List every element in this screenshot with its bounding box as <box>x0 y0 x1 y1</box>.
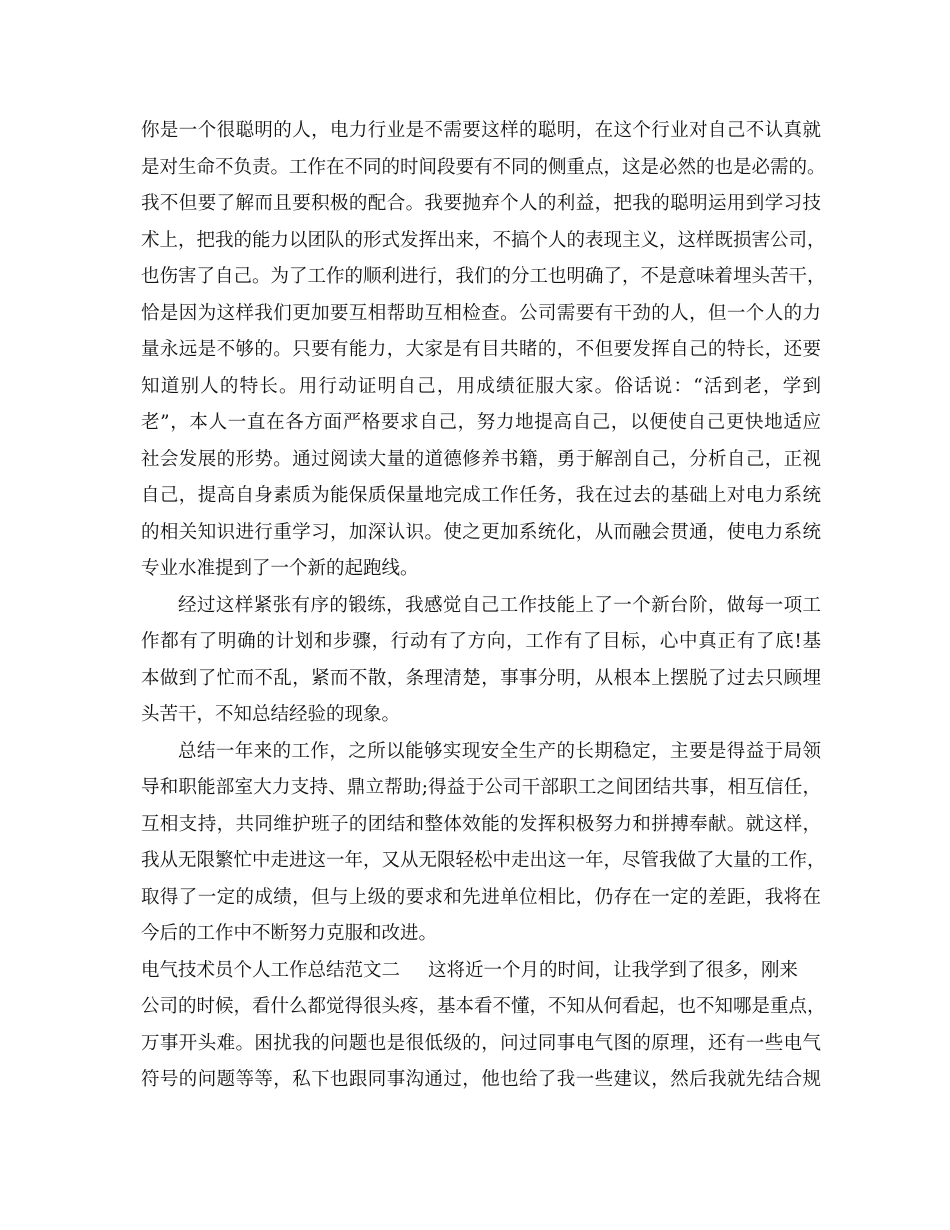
text-line: 作都有了明确的计划和步骤，行动有了方向，工作有了目标，心中真正有了底!基 <box>141 631 821 652</box>
section-title: 电气技术员个人工作总结范文二 <box>141 959 401 981</box>
text-line: 头苦干，不知总结经验的现象。 <box>141 704 401 725</box>
text-line: 知道别人的特长。用行动证明自己，用成绩征服大家。俗话说：“活到老，学到 <box>141 375 821 397</box>
text-line: 今后的工作中不断努力克服和改进。 <box>141 923 438 944</box>
text-line: 术上，把我的能力以团队的形式发挥出来，不搞个人的表现主义，这样既损害公司， <box>141 229 826 251</box>
text-line: 万事开头难。困扰我的问题也是很低级的，问过同事电气图的原理，还有一些电气 <box>141 1032 821 1054</box>
text-line: 量永远是不够的。只要有能力，大家是有目共睹的，不但要发挥自己的特长，还要 <box>141 339 821 360</box>
text-line: 的相关知识进行重学习，加深认识。使之更加系统化，从而融会贯通，使电力系统 <box>141 521 821 543</box>
paragraph-start-line: 总结一年来的工作，之所以能够实现安全生产的长期稳定，主要是得益于局领 <box>178 740 821 762</box>
section-heading-line <box>141 953 821 990</box>
text-line: 符号的问题等等，私下也跟同事沟通过，他也给了我一些建议，然后我就先结合规 <box>141 1069 821 1090</box>
text-line: 你是一个很聪明的人，电力行业是不需要这样的聪明，在这个行业对自己不认真就 <box>141 120 821 141</box>
text-line: 导和职能部室大力支持、鼎立帮助;得益于公司干部职工之间团结共事，相互信任， <box>141 777 821 798</box>
text-line: 社会发展的形势。通过阅读大量的道德修养书籍，勇于解剖自己，分析自己，正视 <box>141 448 821 470</box>
text-line: 自己，提高自身素质为能保质保量地完成工作任务，我在过去的基础上对电力系统 <box>141 485 821 506</box>
text-line: 专业水准提到了一个新的起跑线。 <box>141 558 419 579</box>
text-line: 是对生命不负责。工作在不同的时间段要有不同的侧重点，这是必然的也是必需的。 <box>141 156 826 178</box>
text-line: 我不但要了解而且要积极的配合。我要抛弃个人的利益，把我的聪明运用到学习技 <box>141 193 821 214</box>
text-line: 我从无限繁忙中走进这一年，又从无限轻松中走出这一年，尽管我做了大量的工作， <box>141 850 826 871</box>
text-line: 恰是因为这样我们更加要互相帮助互相检查。公司需要有干劲的人，但一个人的力 <box>141 302 821 324</box>
text-line: 老”，本人一直在各方面严格要求自己，努力地提高自己，以便使自己更快地适应 <box>141 412 821 433</box>
text-line: 互相支持，共同维护班子的团结和整体效能的发挥积极努力和拼搏奉献。就这样， <box>141 813 821 835</box>
section-first-text: 这将近一个月的时间，让我学到了很多，刚来 <box>428 959 799 981</box>
text-line: 取得了一定的成绩，但与上级的要求和先进单位相比，仍存在一定的差距，我将在 <box>141 886 821 908</box>
text-line: 公司的时候，看什么都觉得很头疼，基本看不懂，不知从何看起，也不知哪是重点， <box>141 996 826 1017</box>
text-line: 也伤害了自己。为了工作的顺利进行，我们的分工也明确了，不是意味着埋头苦干， <box>141 266 826 287</box>
paragraph-start-line: 经过这样紧张有序的锻练，我感觉自己工作技能上了一个新台阶，做每一项工 <box>178 594 821 616</box>
document-body <box>141 113 826 1099</box>
text-line: 本做到了忙而不乱，紧而不散，条理清楚，事事分明，从根本上摆脱了过去只顾埋 <box>141 667 821 689</box>
